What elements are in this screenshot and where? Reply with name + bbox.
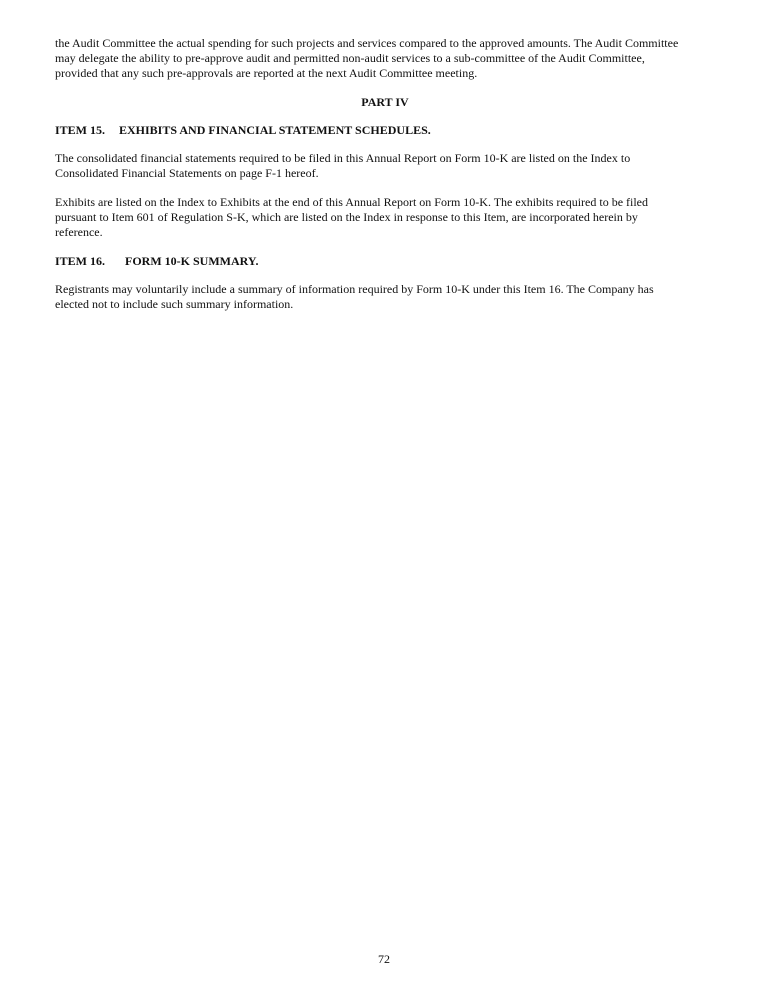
item-15-title: EXHIBITS AND FINANCIAL STATEMENT SCHEDULES. [119,123,431,137]
item-16-heading [55,254,715,269]
item-15-p2-line-1: Exhibits are listed on the Index to Exhibits at the end of this Annual Report on Form 10-K. The exhibits required to be filed [55,195,649,209]
item-15-heading [55,123,715,138]
page-number: 72 [378,952,390,966]
document-body [55,36,715,326]
intro-line-1: the Audit Committee the actual spending for such projects and services compared to the approved amounts. The Audit Committee [55,36,679,50]
part-heading: PART IV [361,95,409,109]
intro-paragraph [55,36,715,81]
item-15-paragraph-1 [55,151,715,181]
item-15-paragraph-2 [55,195,715,240]
item-16-title: FORM 10-K SUMMARY. [125,254,259,268]
item-16-paragraph-1 [55,282,715,312]
item-15-p2-line-3: reference. [55,225,103,239]
intro-line-2: may delegate the ability to pre-approve audit and permitted non-audit services to a sub-committee of the Audit Committee, [55,51,645,65]
item-16-p1-line-1: Registrants may voluntarily include a summary of information required by Form 10-K under this Item 16. The Company has [55,282,654,296]
item-15-number: ITEM 15. [55,123,106,137]
item-15-p2-line-2: pursuant to Item 601 of Regulation S-K, which are listed on the Index in response to this Item, are incorporated herein by [55,210,638,224]
item-16-p1-line-2: elected not to include such summary information. [55,297,294,311]
item-15-p1-line-2: Consolidated Financial Statements on page F-1 hereof. [55,166,319,180]
item-15-p1-line-1: The consolidated financial statements required to be filed in this Annual Report on Form 10-K are listed on the Index to [55,151,631,165]
intro-line-3: provided that any such pre-approvals are reported at the next Audit Committee meeting. [55,66,478,80]
item-16-number: ITEM 16. [55,254,106,268]
